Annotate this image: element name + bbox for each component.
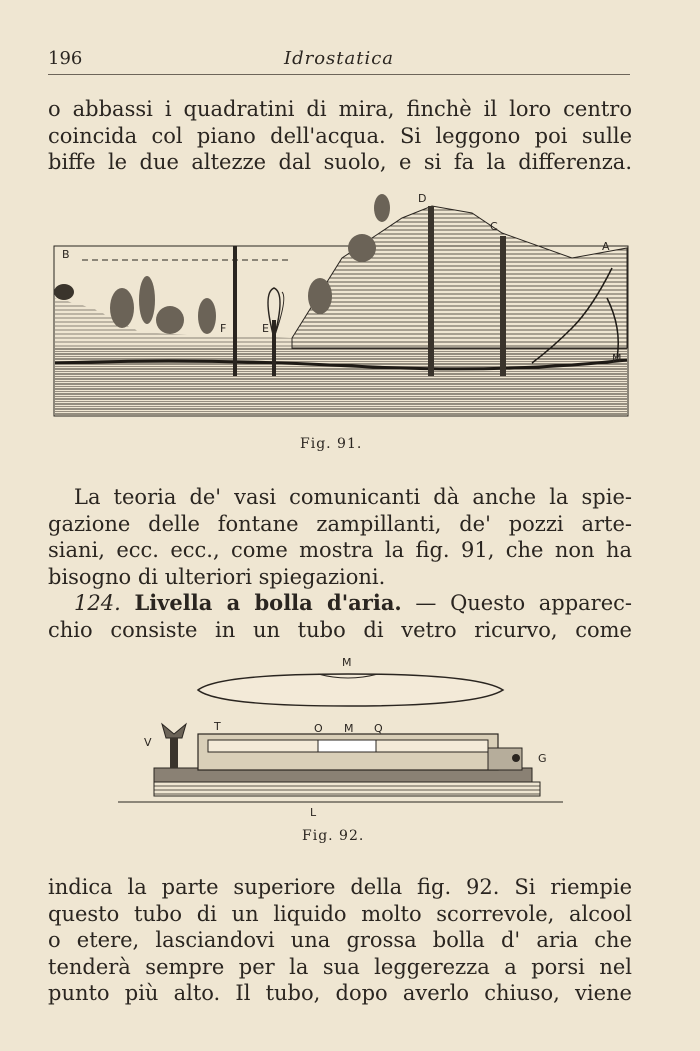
section-heading-line bbox=[48, 590, 632, 617]
page-header bbox=[48, 44, 630, 75]
fig92-label-m-top: M bbox=[342, 656, 352, 669]
text-line: chio consiste in un tubo di vetro ricurvo, come bbox=[48, 617, 632, 642]
figure-92-illustration bbox=[118, 652, 568, 822]
text-line: o etere, lasciandovi una grossa bolla d' aria che bbox=[48, 928, 632, 952]
text-line: coincida col piano dell'acqua. Si leggono poi sulle bbox=[48, 123, 632, 148]
text-line: questo tubo di un liquido molto scorrevole, alcool bbox=[48, 901, 632, 926]
fig92-label-g: G bbox=[538, 752, 547, 765]
fig92-label-o: O bbox=[314, 722, 323, 735]
text-line: gazione delle fontane zampillanti, de' pozzi arte- bbox=[48, 511, 632, 536]
running-title: Idrostatica bbox=[283, 48, 395, 69]
section-title: Livella a bolla d'aria. bbox=[134, 590, 402, 615]
fig92-label-t: T bbox=[214, 720, 221, 733]
paragraph-3 bbox=[48, 874, 632, 1007]
fig92-label-q: Q bbox=[374, 722, 383, 735]
text-line: tenderà sempre per la sua leggerezza a porsi nel bbox=[48, 954, 632, 979]
page-number: 196 bbox=[48, 48, 83, 69]
fig92-label-l: L bbox=[310, 806, 317, 819]
paragraph-2 bbox=[48, 484, 632, 643]
figure-92-caption: Fig. 92. bbox=[302, 828, 365, 844]
text-line: biffe le due altezze dal suolo, e si fa la differenza. bbox=[48, 150, 632, 174]
fig91-label-c: C bbox=[490, 220, 498, 233]
text-line: o abbassi i quadratini di mira, finchè il loro centro bbox=[48, 97, 632, 121]
text-line: punto più alto. Il tubo, dopo averlo chiuso, viene bbox=[48, 981, 632, 1005]
fig92-label-m: M bbox=[344, 722, 354, 735]
text-line: bisogno di ulteriori spiegazioni. bbox=[48, 564, 386, 589]
paragraph-1 bbox=[48, 96, 632, 176]
text-line bbox=[48, 484, 632, 511]
text-line: indica la parte superiore della fig. 92. Si riempie bbox=[48, 875, 632, 899]
section-number: 124. bbox=[74, 591, 121, 615]
text-line: siani, ecc. ecc., come mostra la fig. 91, che non ha bbox=[48, 538, 632, 562]
figure-91-illustration bbox=[52, 188, 632, 420]
fig91-label-b: B bbox=[62, 248, 70, 261]
fig91-label-d: D bbox=[418, 192, 427, 205]
fig91-label-f: F bbox=[220, 322, 227, 335]
figure-91-caption: Fig. 91. bbox=[300, 436, 363, 452]
fig92-label-v: V bbox=[144, 736, 152, 749]
fig91-label-e: E bbox=[262, 322, 269, 335]
section-text: Questo apparec- bbox=[450, 591, 632, 615]
text-line-content: La teoria de' vasi comunicanti dà anche la spie- bbox=[74, 485, 632, 509]
fig91-label-a: A bbox=[602, 240, 610, 253]
fig91-label-m: M bbox=[612, 352, 622, 365]
section-dash: — bbox=[401, 591, 451, 615]
